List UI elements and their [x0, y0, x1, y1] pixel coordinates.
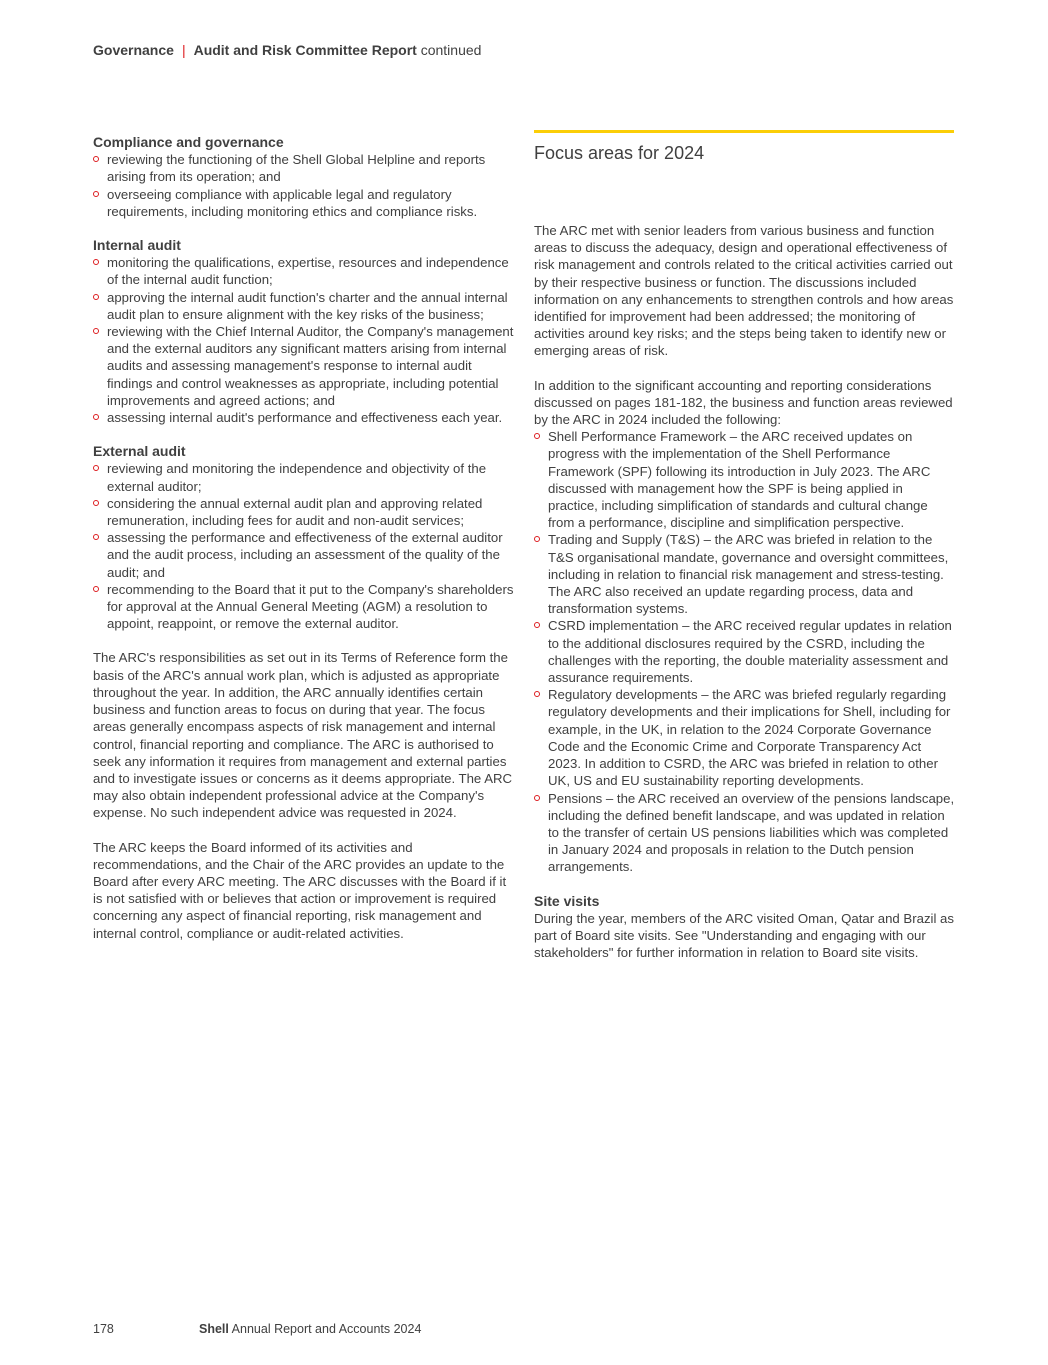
- list-item: considering the annual external audit plan and approving related remuneration, including fees for audit and non-audit services;: [93, 495, 515, 529]
- list-item: reviewing and monitoring the independence and objectivity of the external auditor;: [93, 460, 515, 494]
- list-item: reviewing with the Chief Internal Auditor, the Company's management and the external auditors any significant matters arising from internal audits and assessing management's response to internal audit findings and control weaknesses as appropriate, including potential improvements and agreed actions; and: [93, 323, 515, 409]
- focus-areas-title: Focus areas for 2024: [534, 143, 705, 163]
- left-column: [93, 134, 515, 942]
- external-audit-heading: External audit: [93, 443, 186, 460]
- list-item: approving the internal audit function's charter and the annual internal audit plan to ensure alignment with the key risks of the business;: [93, 289, 515, 323]
- compliance-list: [93, 151, 515, 220]
- header-report-title: Audit and Risk Committee Report: [193, 42, 417, 58]
- list-item: Trading and Supply (T&S) – the ARC was briefed in relation to the T&S organisational mandate, governance and oversight committees, including in relation to financial risk management and stress-testing. The ARC also received an update regarding process, data and transformation systems.: [534, 531, 956, 617]
- footer-publication: Annual Report and Accounts 2024: [231, 1322, 422, 1336]
- page-footer: [93, 1322, 421, 1336]
- header-continued: continued: [420, 42, 482, 58]
- site-visits-paragraph: During the year, members of the ARC visited Oman, Qatar and Brazil as part of Board site visits. See "Understanding and engaging with our stakeholders" for further information in relation to Board site visits.: [534, 910, 954, 961]
- list-item: Regulatory developments – the ARC was briefed regularly regarding regulatory developments and their implications for Shell, including for example, in the UK, in relation to the 2024 Corporate Governance Code and the Economic Crime and Corporate Transparency Act 2023. In addition to CSRD, the ARC was briefed in relation to other UK, US and EU sustainability reporting developments.: [534, 686, 956, 789]
- list-item: CSRD implementation – the ARC received regular updates in relation to the additional disclosures required by the CSRD, including the challenges with the reporting, the double materiality assessment and assurance requirements.: [534, 617, 956, 686]
- page-number: 178: [93, 1322, 114, 1336]
- list-item: assessing internal audit's performance and effectiveness each year.: [93, 409, 515, 426]
- list-item: Shell Performance Framework – the ARC received updates on progress with the implementation of the Shell Performance Framework (SPF) following its introduction in July 2023. The ARC discussed with management how the SPF is being applied in practice, including simplification of standards and cultural change from a performance, discipline and simplification perspective.: [534, 428, 956, 531]
- focus-areas-list: [534, 428, 956, 875]
- list-item: Pensions – the ARC received an overview of the pensions landscape, including the defined benefit landscape, and was updated in relation to the transfer of certain US pensions liabilities which was completed in January 2024 and proposals in relation to the Dutch pension arrangements.: [534, 790, 956, 876]
- list-item: monitoring the qualifications, expertise, resources and independence of the internal audit function;: [93, 254, 515, 288]
- list-item: assessing the performance and effectiveness of the external auditor and the audit process, including an assessment of the quality of the audit; and: [93, 529, 515, 581]
- internal-audit-heading: Internal audit: [93, 237, 181, 254]
- header-separator: |: [181, 42, 186, 58]
- footer-brand: Shell: [199, 1322, 229, 1336]
- external-audit-list: [93, 460, 515, 632]
- page-header: [93, 42, 481, 58]
- focus-intro-paragraph: The ARC met with senior leaders from various business and function areas to discuss the adequacy, design and operational effectiveness of risk management and controls related to the critical activities carried out by their respective business or function. The discussions included information on any enhancements to strengthen controls and how areas identified for improvement had been addressed; the monitoring of activities around key risks; and the steps being taken to identify new or emerging areas of risk.: [534, 223, 954, 359]
- list-item: reviewing the functioning of the Shell Global Helpline and reports arising from its operation; and: [93, 151, 515, 185]
- responsibilities-paragraph: The ARC's responsibilities as set out in its Terms of Reference form the basis of the ARC's annual work plan, which is adjusted as appropriate throughout the year. In addition, the ARC annually identifies certain business and function areas to focus on during that year. The focus areas generally encompass aspects of risk management and internal control, financial reporting and compliance. The ARC is authorised to seek any information it requires from management and external parties and to investigate issues or concerns as it deems appropriate. The ARC may also obtain independent professional advice at the Company's expense. No such independent advice was requested in 2024.: [93, 650, 513, 821]
- internal-audit-list: [93, 254, 515, 426]
- site-visits-heading: Site visits: [534, 892, 600, 909]
- list-item: overseeing compliance with applicable legal and regulatory requirements, including monitoring ethics and compliance risks.: [93, 186, 515, 220]
- header-section: Governance: [93, 42, 174, 58]
- board-informed-paragraph: The ARC keeps the Board informed of its activities and recommendations, and the Chair of the ARC provides an update to the Board after every ARC meeting. The ARC discusses with the Board if it is not satisfied with or believes that action or improvement is required concerning any aspect of financial reporting, risk management and internal control, compliance or audit-related activities.: [93, 839, 507, 941]
- focus-lead-paragraph: In addition to the significant accounting and reporting considerations discussed on pages 181-182, the business and function areas reviewed by the ARC in 2024 included the following:: [534, 377, 953, 428]
- section-rule: [534, 130, 954, 133]
- compliance-heading: Compliance and governance: [93, 134, 284, 150]
- right-column: [534, 130, 956, 961]
- list-item: recommending to the Board that it put to the Company's shareholders for approval at the Annual General Meeting (AGM) a resolution to appoint, reappoint, or remove the external auditor.: [93, 581, 515, 633]
